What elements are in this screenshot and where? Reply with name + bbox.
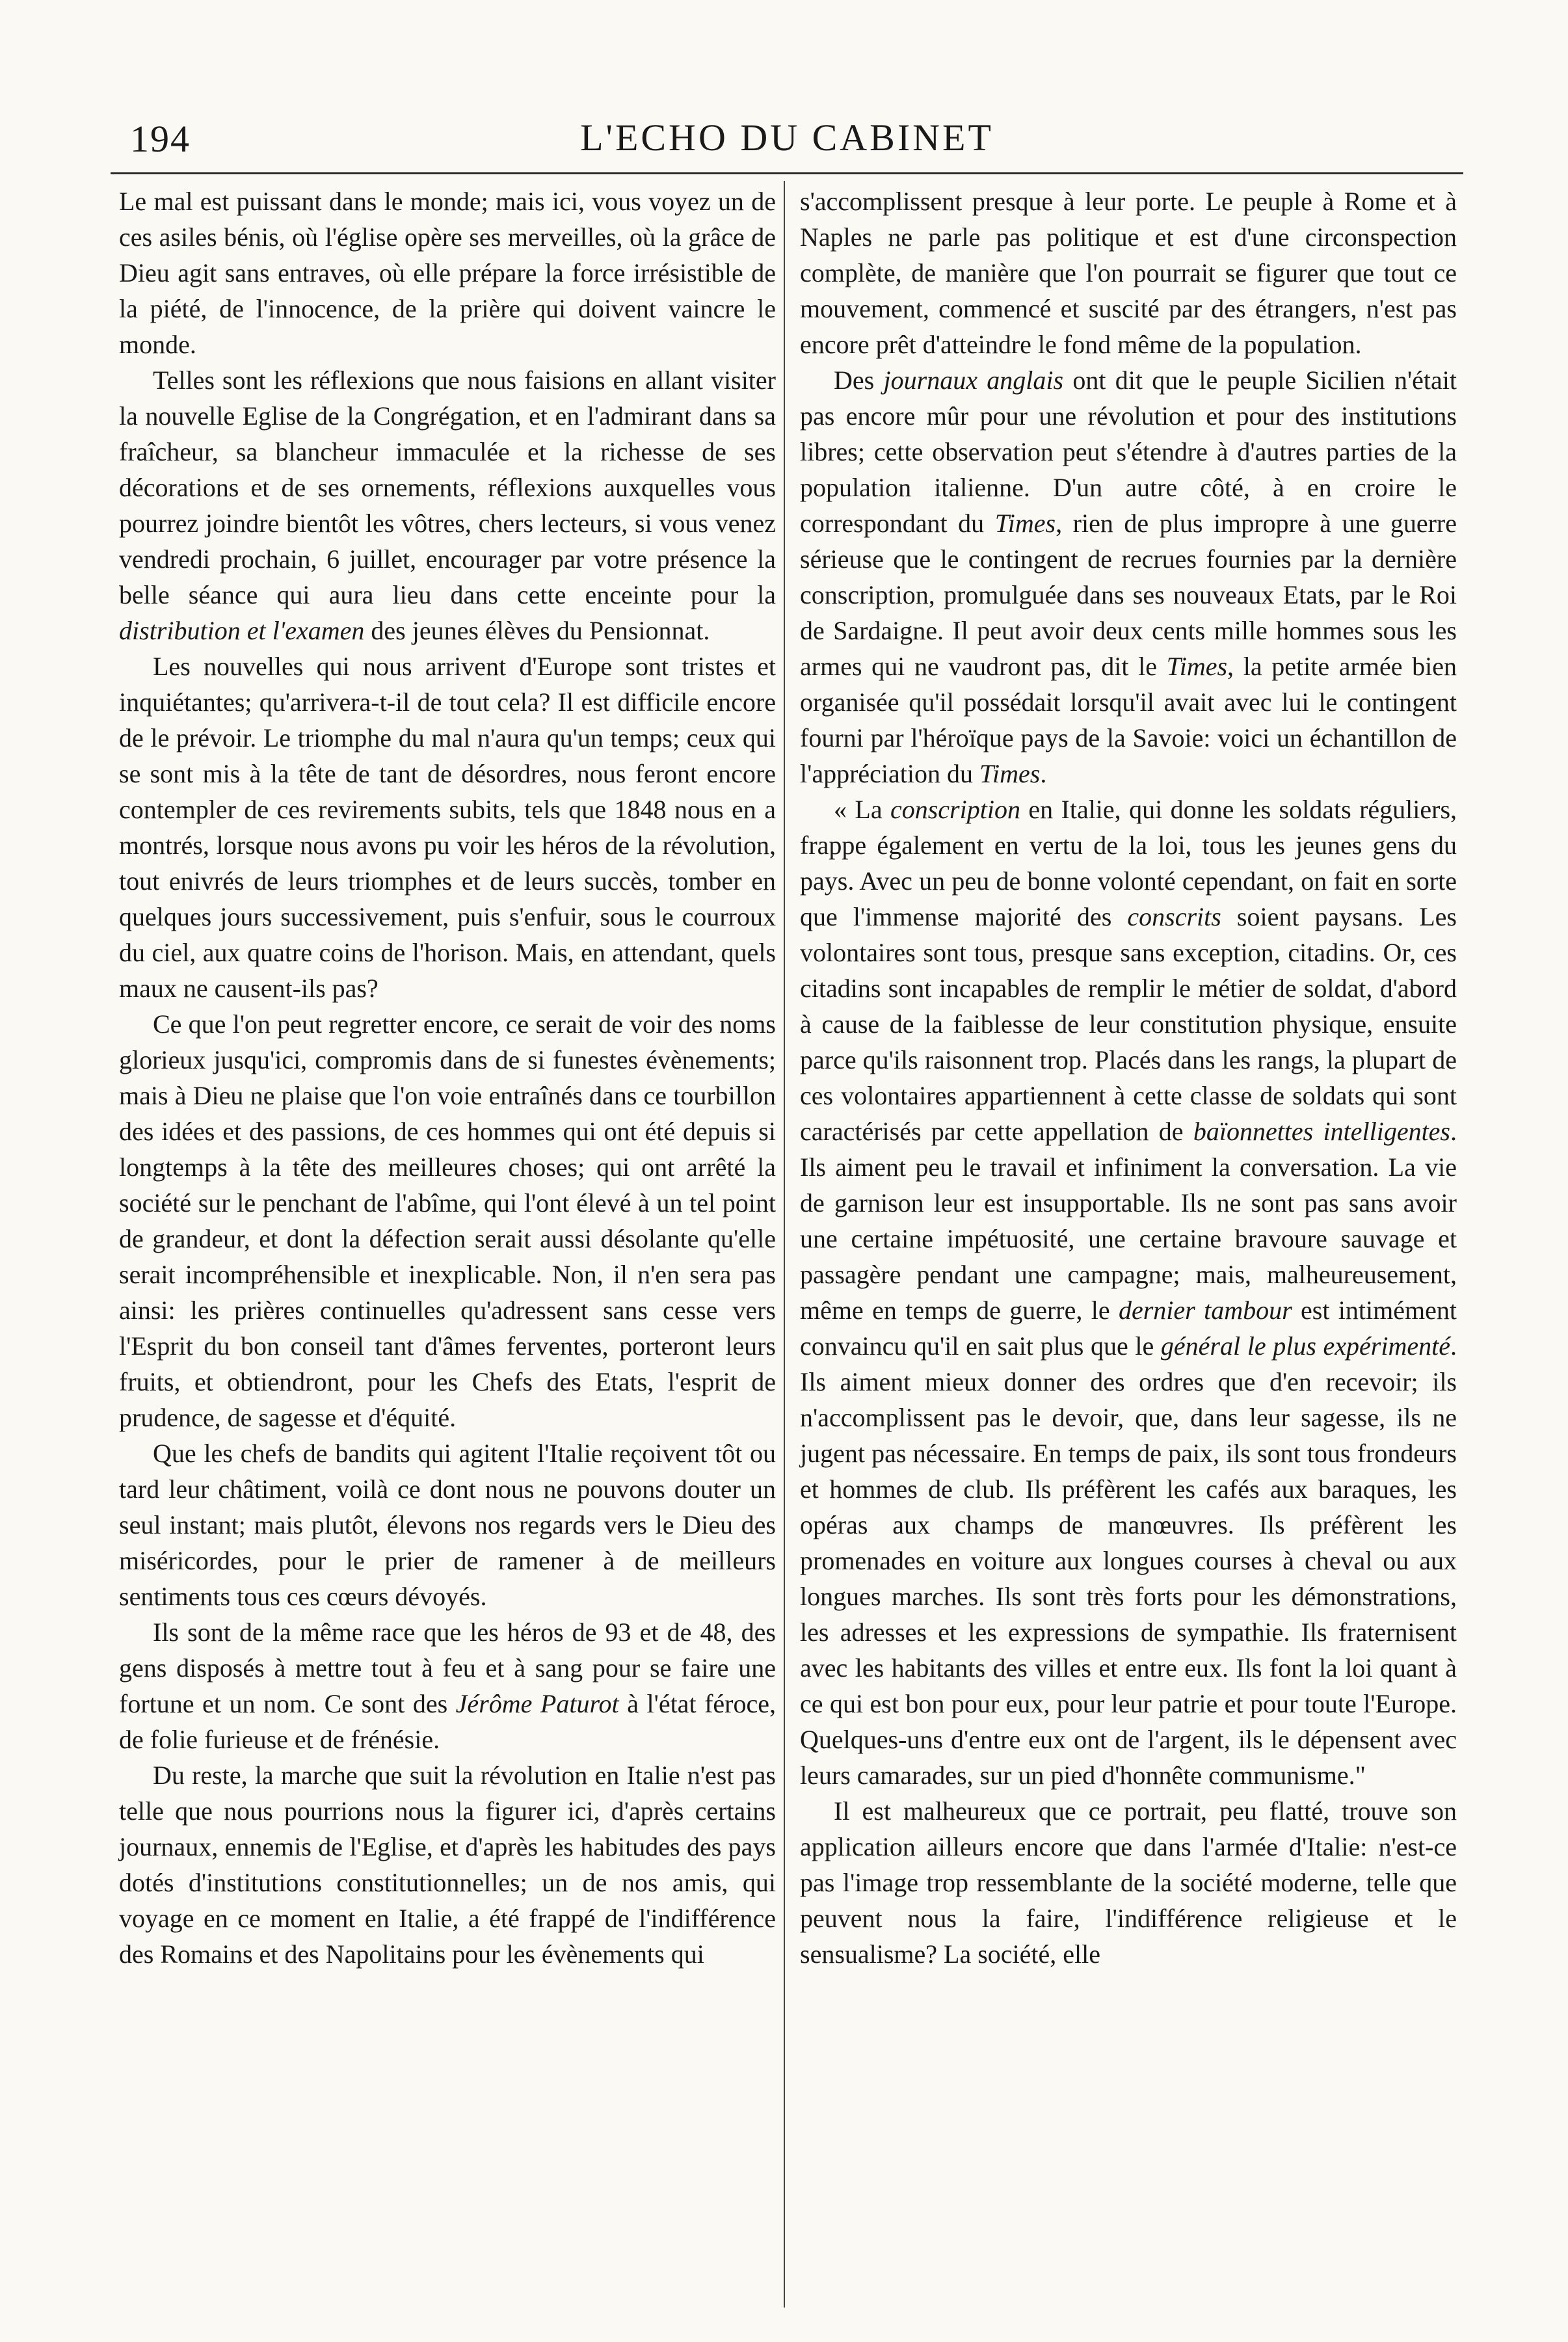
paragraph: Ce que l'on peut regretter encore, ce serait de voir des noms glorieux jusqu'ici, compromis dans de si funestes évènements; mais à Dieu ne plaise que l'on voie entraînés dans ce tourbillon des idées et des passions, de ces hommes qui ont été depuis si longtemps à la tête des meilleures choses; qui ont arrêté la société sur le penchant de l'abîme, qui l'ont élevé à un tel point de grandeur, et dont la défection serait aussi désolante qu'elle serait incompréhensible et inexplicable. Non, il n'en sera pas ainsi: les prières continuelles qu'adressent sans cesse vers l'Esprit du bon conseil tant d'âmes ferventes, porteront leurs fruits, et obtiendront, pour les Chefs des Etats, l'esprit de prudence, de sagesse et d'équité. xyxy=(119,1009,776,1432)
right-column xyxy=(800,183,1457,1972)
paragraph: Telles sont les réflexions que nous faisions en allant visiter la nouvelle Eglise de la Congrégation, et en l'admirant dans sa fraîcheur, sa blancheur immaculée et la richesse de ses décorations et de ses ornements, réflexions auxquelles vous pourrez joindre bientôt les vôtres, chers lecteurs, si vous venez vendredi prochain, 6 juillet, encourager par votre présence la belle séance qui aura lieu dans cette enceinte pour la distribution et l'examen des jeunes élèves du Pensionnat. xyxy=(119,366,776,645)
journal-title: L'ECHO DU CABINET xyxy=(580,116,994,159)
paragraph: « La conscription en Italie, qui donne les soldats réguliers, frappe également en vertu de la loi, tous les jeunes gens du pays. Avec un peu de bonne volonté cependant, on fait en sorte que l'immense majorité des conscrits soient paysans. Les volontaires sont tous, presque sans exception, citadins. Or, ces citadins sont incapables de remplir le métier de soldat, d'abord à cause de la faiblesse de leur constitution physique, ensuite parce qu'ils raisonnent trop. Placés dans les rangs, la plupart de ces volontaires appartiennent à cette classe de soldats qui sont caractérisés par cette appellation de baïonnettes intelligentes. Ils aiment peu le travail et infiniment la conversation. La vie de garnison leur est insupportable. Ils ne sont pas sans avoir une certaine impétuosité, une certaine bravoure sauvage et passagère pendant une campagne; mais, malheureusement, même en temps de guerre, le dernier tambour est intimément convaincu qu'il en sait plus que le général le plus expérimenté. Ils aiment mieux donner des ordres que d'en recevoir; ils n'accomplissent pas le devoir, que, dans leur sagesse, ils ne jugent pas nécessaire. En temps de paix, ils sont tous frondeurs et hommes de club. Ils préfèrent les cafés aux baraques, les opéras aux champs de manœuvres. Ils préfèrent les promenades en voiture aux longues courses à cheval ou aux longues marches. Ils sont très forts pour les démonstrations, les adresses et les expressions de sympathie. Ils fraternisent avec les habitants des villes et entre eux. Ils font la loi quant à ce qui est bon pour eux, pour leur patrie et pour toute l'Europe. Quelques-uns d'entre eux ont de l'argent, ils le dépensent avec leurs camarades, sur un pied d'honnête communisme." xyxy=(800,795,1457,1790)
paragraph: Le mal est puissant dans le monde; mais ici, vous voyez un de ces asiles bénis, où l'église opère ses merveilles, où la grâce de Dieu agit sans entraves, où elle prépare la force irrésistible de la piété, de l'innocence, de la prière qui doivent vaincre le monde. xyxy=(119,187,776,359)
page-header xyxy=(111,111,1463,169)
paragraph: Ils sont de la même race que les héros de 93 et de 48, des gens disposés à mettre tout à feu et à sang pour se faire une fortune et un nom. Ce sont des Jérôme Paturot à l'état féroce, de folie furieuse et de frénésie. xyxy=(119,1617,776,1754)
page-number: 194 xyxy=(130,118,191,160)
paragraph: s'accomplissent presque à leur porte. Le peuple à Rome et à Naples ne parle pas politique et est d'une circonspection complète, de manière que l'on pourrait se figurer que tout ce mouvement, commencé et suscité par des étrangers, n'est pas encore prêt d'atteindre le fond même de la population. xyxy=(800,187,1457,359)
paragraph: Il est malheureux que ce portrait, peu flatté, trouve son application ailleurs encore que dans l'armée d'Italie: n'est-ce pas l'image trop ressemblante de la société moderne, telle que peuvent nous la faire, l'indifférence religieuse et le sensualisme? La société, elle xyxy=(800,1796,1457,1969)
paragraph: Du reste, la marche que suit la révolution en Italie n'est pas telle que nous pourrions nous la figurer ici, d'après certains journaux, ennemis de l'Eglise, et d'après les habitudes des pays dotés d'institutions constitutionnelles; un de nos amis, qui voyage en ce moment en Italie, a été frappé de l'indifférence des Romains et des Napolitains pour les évènements qui xyxy=(119,1761,776,1969)
paragraph: Les nouvelles qui nous arrivent d'Europe sont tristes et inquiétantes; qu'arrivera-t-il de tout cela? Il est difficile encore de le prévoir. Le triomphe du mal n'aura qu'un temps; ceux qui se sont mis à la tête de tant de désordres, nous feront encore contempler de ces revirements subits, tels que 1848 nous en a montrés, lorsque nous avons pu voir les héros de la révolution, tout enivrés de leurs triomphes et de leurs succès, tomber en quelques jours successivement, puis s'enfuir, sous le courroux du ciel, aux quatre coins de l'horison. Mais, en attendant, quels maux ne causent-ils pas? xyxy=(119,652,776,1003)
column-separator xyxy=(784,181,785,2308)
header-rule xyxy=(111,172,1463,174)
left-column xyxy=(119,183,776,1972)
paragraph: Des journaux anglais ont dit que le peuple Sicilien n'était pas encore mûr pour une révolution et pour des institutions libres; cette observation peut s'étendre à d'autres parties de la population italienne. D'un autre côté, à en croire le correspondant du Times, rien de plus impropre à une guerre sérieuse que le contingent de recrues fournies par la dernière conscription, promulguée dans ses nouveaux Etats, par le Roi de Sardaigne. Il peut avoir deux cents mille hommes sous les armes qui ne vaudront pas, dit le Times, la petite armée bien organisée qu'il possédait lorsqu'il avait avec lui le contingent fourni par l'héroïque pays de la Savoie: voici un échantillon de l'appréciation du Times. xyxy=(800,366,1457,788)
paragraph: Que les chefs de bandits qui agitent l'Italie reçoivent tôt ou tard leur châtiment, voilà ce dont nous ne pouvons douter un seul instant; mais plutôt, élevons nos regards vers le Dieu des miséricordes, pour le prier de ramener à de meilleurs sentiments tous ces cœurs dévoyés. xyxy=(119,1439,776,1611)
